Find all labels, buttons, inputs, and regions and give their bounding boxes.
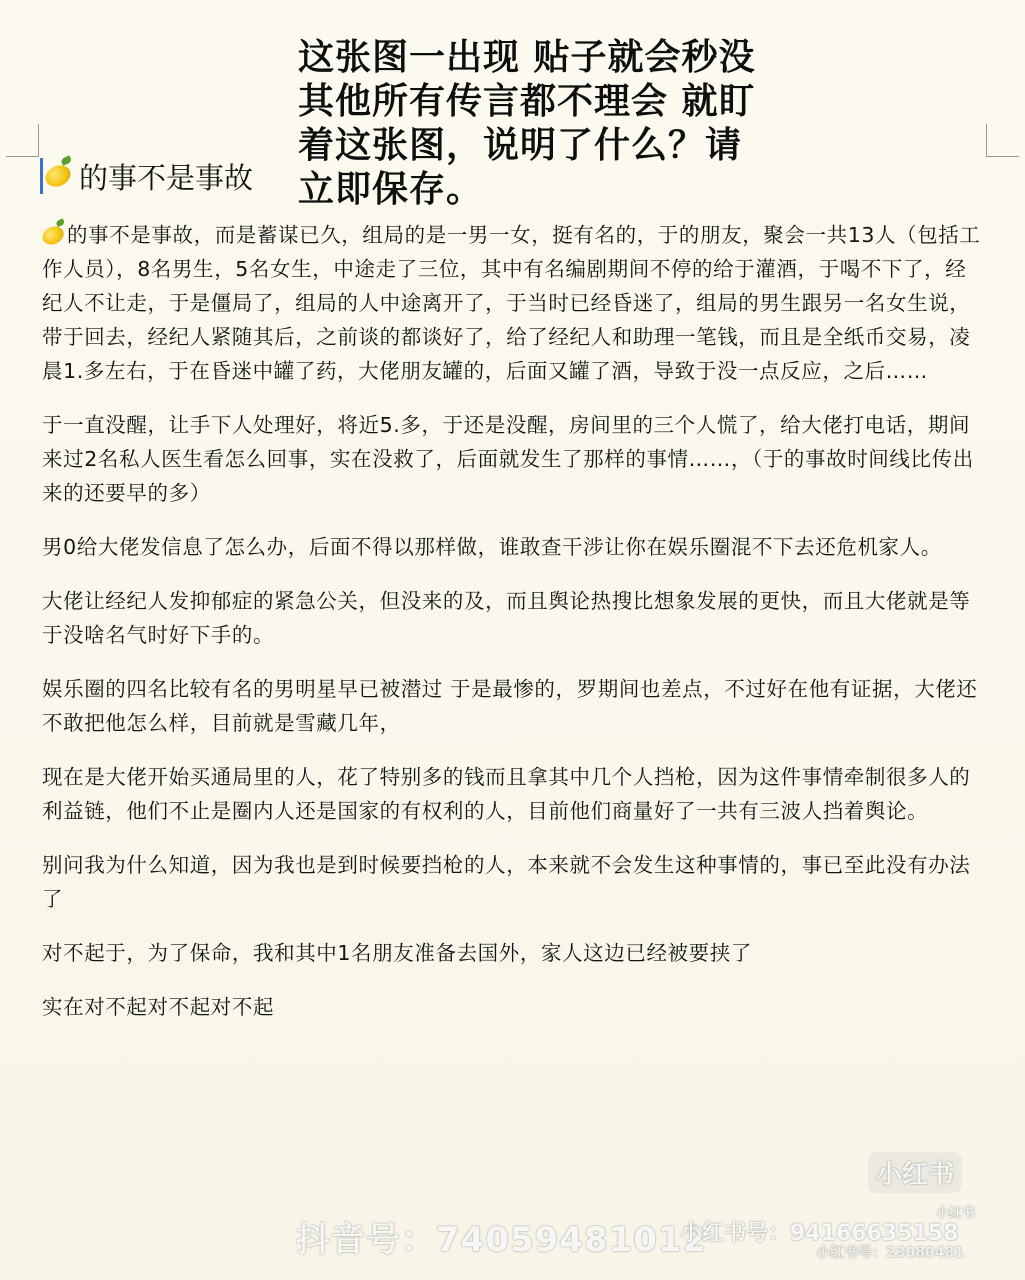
douyin-id-watermark: 抖音号：74059481012 [296,1220,708,1260]
paragraph-2: 于一直没醒，让手下人处理好，将近5.多，于还是没醒，房间里的三个人慌了，给大佬打电话，期间来过2名私人医生看怎么回事，实在没救了，后面就发生了那样的事情……，（于的事故时间线比传出来的还要早的多） [42,413,974,505]
paragraph-3: 男0给大佬发信息了怎么办，后面不得以那样做，谁敢查干涉让你在娱乐圈混不下去还危机家人。 [42,535,942,559]
text-cursor-bar [40,158,43,194]
lemon-emoji-icon [42,161,74,190]
document-body [42,218,984,1044]
document-title-text: 的事不是事故 [79,160,254,195]
xiaohongshu-small-watermark: 小红书 [936,1206,976,1221]
xiaohongshu-id-watermark: 小红书号：94166635158 [680,1221,959,1246]
paragraph-6: 现在是大佬开始买通局里的人，花了特别多的钱而且拿其中几个人挡枪，因为这件事情牵制很多人的利益链，他们不止是圈内人还是国家的有权利的人，目前他们商量好了一共有三波人挡着舆论。 [42,765,971,823]
crop-mark-top-left [6,124,39,157]
lemon-emoji-icon [39,223,66,248]
paragraph-text: 的事不是事故，而是蓄谋已久，组局的是一男一女，挺有名的，于的朋友，聚会一共13人（包括工作人员），8名男生，5名女生，中途走了三位，其中有名编剧期间不停的给于灌酒，于喝不下了，经纪人不让走，于是僵局了，组局的人中途离开了，于当时已经昏迷了，组局的男生跟另一名女生说，带于回去，经纪人紧随其后，之前谈的都谈好了，给了经纪人和助理一笔钱，而且是全纸币交易，凌晨1.多左右，于在昏迷中罐了药，大佬朋友罐的，后面又罐了酒，导致于没一点反应，之后…… [42,223,981,383]
document-title [40,156,253,196]
xiaohongshu-logo-watermark: 小红书 [868,1152,962,1193]
xiaohongshu-id-watermark-2: 小红书号：23080481 [816,1245,964,1261]
paragraph-4: 大佬让经纪人发抑郁症的紧急公关，但没来的及，而且舆论热搜比想象发展的更快，而且大佬就是等于没啥名气时好下手的。 [42,589,971,647]
paragraph-7: 别问我为什么知道，因为我也是到时候要挡枪的人，本来就不会发生这种事情的，事已至此没有办法了 [42,853,971,911]
paragraph-5: 娱乐圈的四名比较有名的男明星早已被潜过 于是最惨的，罗期间也差点，不过好在他有证据，大佬还不敢把他怎么样，目前就是雪藏几年， [42,677,978,735]
paragraph-9: 实在对不起对不起对不起 [42,995,275,1019]
crop-mark-top-right [986,124,1019,157]
overlay-headline: 这张图一出现 贴子就会秒没 其他所有传言都不理会 就盯 着这张图，说明了什么？请 立即保存。 [298,37,756,210]
paragraph-1 [42,218,984,388]
paragraph-8: 对不起于，为了保命，我和其中1名朋友准备去国外，家人这边已经被要挟了 [42,941,752,965]
